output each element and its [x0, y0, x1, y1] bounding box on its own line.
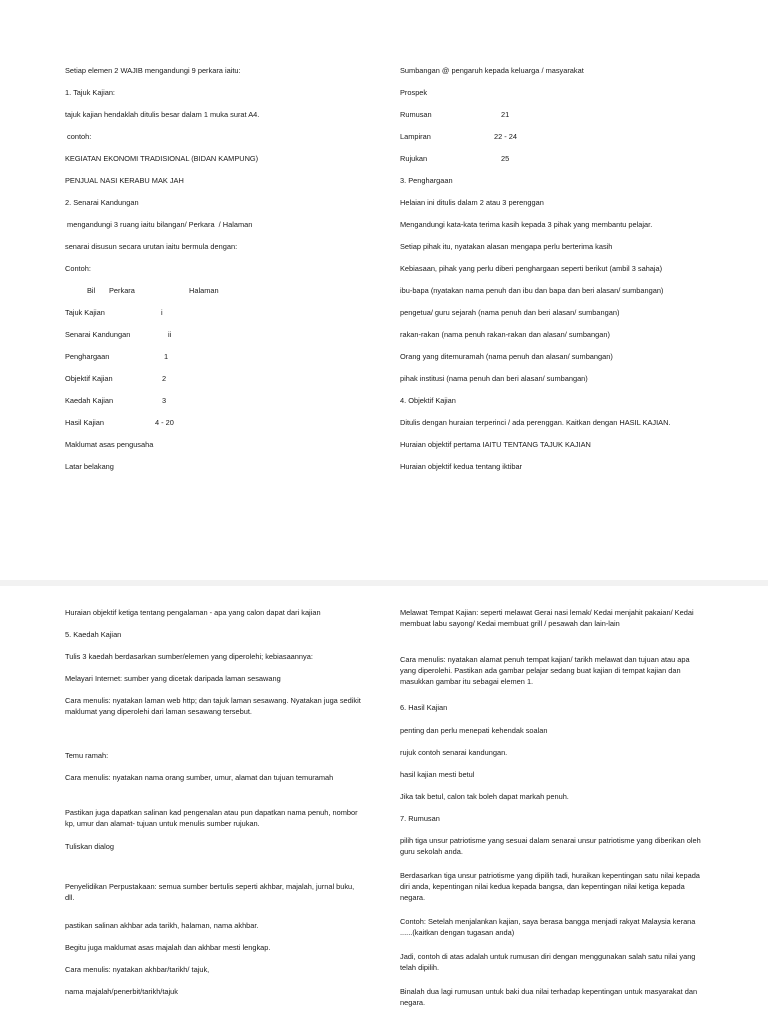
toc-row-perkara: Tajuk Kajian — [65, 308, 105, 317]
example-title-2: PENJUAL NASI KERABU MAK JAH — [65, 176, 184, 185]
rumusan-paragraph: Binalah dua lagi rumusan untuk baki dua nilai terhadap kepentingan untuk masyarakat dan negara. — [400, 987, 698, 1007]
objektif-line: Huraian objektif kedua tentang iktibar — [400, 462, 523, 471]
internet-cara-text: Cara menulis: nyatakan laman web http; dan tajuk laman sesawang. Nyatakan juga sedikit maklumat yang diperolehi dari laman sesawang tersebut. — [65, 696, 361, 716]
page-ref-value: 21 — [501, 110, 510, 119]
objektif-line: Huraian objektif pertama IAITU TENTANG TAJUK KAJIAN — [400, 440, 591, 449]
hasil-line: hasil kajian mesti betul — [400, 770, 475, 779]
pastikan-salinan-text: pastikan salinan akhbar ada tarikh, halaman, nama akhbar. — [65, 921, 259, 930]
toc-row-halaman: ii — [168, 330, 172, 339]
penghargaan-line: pengetua/ guru sejarah (nama penuh dan beri alasan/ sumbangan) — [400, 308, 620, 317]
rumusan-paragraph: Berdasarkan tiga unsur patriotisme yang dipilih tadi, huraikan kepentingan satu nilai kepada diri anda, kepentingan nilai kedua kepada bangsa, dan kepentingan nilai ketiga kepada negara. — [400, 871, 700, 902]
section-2-heading: 2. Senarai Kandungan — [65, 198, 139, 207]
toc-header-halaman: Halaman — [189, 286, 219, 295]
penghargaan-line: Mengandungi kata-kata terima kasih kepada 3 pihak yang membantu pelajar. — [400, 220, 653, 229]
perpustakaan-text: Penyelidikan Perpustakaan: semua sumber bertulis seperti akhbar, majalah, jurnal buku, dll. — [65, 882, 355, 902]
hasil-line: rujuk contoh senarai kandungan. — [400, 748, 508, 757]
tuliskan-dialog-text: Tuliskan dialog — [65, 842, 115, 851]
objektif-line: Ditulis dengan huraian terperinci / ada perenggan. Kaitkan dengan HASIL KAJIAN. — [400, 418, 671, 427]
section-1-text: tajuk kajian hendaklah ditulis besar dalam 1 muka surat A4. — [65, 110, 260, 119]
page-ref-row — [400, 131, 700, 142]
rumusan-paragraph: Contoh: Setelah menjalankan kajian, saya berasa bangga menjadi rakyat Malaysia kerana ......(kaitkan dengan tugasan anda) — [400, 917, 696, 937]
section-1-heading: 1. Tajuk Kajian: — [65, 88, 115, 97]
page-ref-row — [400, 153, 700, 164]
maklumat-asas: Maklumat asas pengusaha — [65, 440, 154, 449]
toc-row-perkara: Penghargaan — [65, 352, 110, 361]
toc-header-perkara: Perkara — [109, 286, 135, 295]
penghargaan-line: Kebiasaan, pihak yang perlu diberi penghargaan seperti berikut (ambil 3 sahaja) — [400, 264, 663, 273]
toc-row-perkara: Kaedah Kajian — [65, 396, 114, 405]
penghargaan-line: ibu-bapa (nyatakan nama penuh dan ibu dan bapa dan beri alasan/ sumbangan) — [400, 286, 664, 295]
hasil-line: Jika tak betul, calon tak boleh dapat markah penuh. — [400, 792, 569, 801]
melawat-cara-text: Cara menulis: nyatakan alamat penuh tempat kajian/ tarikh melawat dan tujuan atau apa yang diperolehi. Pastikan ada gambar pelajar sedang buat kajian di tempat kajian dan masukkan gambar itu sebagai elemen 1. — [400, 655, 690, 686]
temuramah-label: Temu ramah: — [65, 751, 109, 760]
toc-row — [65, 329, 365, 340]
penghargaan-line: rakan-rakan (nama penuh rakan-rakan dan alasan/ sumbangan) — [400, 330, 610, 339]
penghargaan-line: pihak institusi (nama penuh dan beri alasan/ sumbangan) — [400, 374, 588, 383]
section-5-intro: Tulis 3 kaedah berdasarkan sumber/elemen yang diperolehi; kebiasaannya: — [65, 652, 313, 661]
temuramah-cara-text: Cara menulis: nyatakan nama orang sumber, umur, alamat dan tujuan temuramah — [65, 773, 334, 782]
rumusan-paragraph: Jadi, contoh di atas adalah untuk rumusan diri dengan menggunakan salah satu nilai yang telah dipilih. — [400, 952, 696, 972]
cara-akhbar-text: Cara menulis: nyatakan akhbar/tarikh/ tajuk, — [65, 965, 210, 974]
page-ref-label: Rujukan — [400, 154, 428, 163]
hasil-line: penting dan perlu menepati kehendak soalan — [400, 726, 548, 735]
section-3-heading: 3. Penghargaan — [400, 176, 453, 185]
section-2-text-2: senarai disusun secara urutan iaitu bermula dengan: — [65, 242, 238, 251]
section-7-heading: 7. Rumusan — [400, 814, 440, 823]
toc-row-halaman: 3 — [162, 396, 167, 405]
section-6-heading: 6. Hasil Kajian — [400, 703, 448, 712]
page-ref-row — [400, 109, 700, 120]
sumbangan-text: Sumbangan @ pengaruh kepada keluarga / masyarakat — [400, 66, 584, 75]
temuramah-pastikan-text: Pastikan juga dapatkan salinan kad pengenalan atau pun dapatkan nama penuh, nombor kp, umur dan alamat- tujuan untuk menulis sumber rujukan. — [65, 808, 358, 828]
section-5-heading: 5. Kaedah Kajian — [65, 630, 122, 639]
begitu-juga-text: Begitu juga maklumat asas majalah dan akhbar mesti lengkap. — [65, 943, 271, 952]
internet-text: Melayari Internet: sumber yang dicetak daripada laman sesawang — [65, 674, 281, 683]
page-ref-label: Rumusan — [400, 110, 432, 119]
toc-row-halaman: i — [161, 308, 163, 317]
nama-majalah-text: nama majalah/penerbit/tarikh/tajuk — [65, 987, 178, 996]
toc-row — [65, 395, 365, 406]
contoh-label: Contoh: — [65, 264, 91, 273]
page-ref-label: Lampiran — [400, 132, 431, 141]
melawat-text: Melawat Tempat Kajian: seperti melawat Gerai nasi lemak/ Kedai menjahit pakaian/ Kedai membuat labu sayong/ Kedai membuat grill / pesawah dan lain-lain — [400, 608, 694, 628]
page-ref-value: 22 - 24 — [494, 132, 518, 141]
penghargaan-line: Helaian ini ditulis dalam 2 atau 3 perenggan — [400, 198, 544, 207]
section-4-heading: 4. Objektif Kajian — [400, 396, 456, 405]
rumusan-paragraph: pilih tiga unsur patriotisme yang sesuai dalam senarai unsur patriotisme yang diberikan oleh guru sekolah anda. — [400, 836, 701, 856]
toc-row-perkara: Senarai Kandungan — [65, 330, 131, 339]
toc-row-halaman: 4 - 20 — [155, 418, 174, 427]
penghargaan-line: Setiap pihak itu, nyatakan alasan mengapa perlu berterima kasih — [400, 242, 613, 251]
document-page-2 — [0, 586, 768, 1024]
latar-belakang: Latar belakang — [65, 462, 114, 471]
toc-row-perkara: Objektif Kajian — [65, 374, 113, 383]
example-label: contoh: — [65, 132, 92, 141]
objektif-3-text: Huraian objektif ketiga tentang pengalaman - apa yang calon dapat dari kajian — [65, 608, 321, 617]
section-2-text-1: mengandungi 3 ruang iaitu bilangan/ Perkara / Halaman — [65, 220, 253, 229]
intro-text: Setiap elemen 2 WAJIB mengandungi 9 perkara iaitu: — [65, 66, 241, 75]
toc-row-halaman: 2 — [162, 374, 167, 383]
toc-row-halaman: 1 — [164, 352, 169, 361]
example-title-1: KEGIATAN EKONOMI TRADISIONAL (BIDAN KAMPUNG) — [65, 154, 259, 163]
penghargaan-line: Orang yang ditemuramah (nama penuh dan alasan/ sumbangan) — [400, 352, 613, 361]
toc-row — [65, 351, 365, 362]
toc-row — [65, 373, 365, 384]
toc-row — [65, 417, 365, 428]
page-ref-value: 25 — [501, 154, 510, 163]
toc-header-bil: Bil — [87, 286, 96, 295]
toc-header-row — [65, 285, 365, 296]
prospek-text: Prospek — [400, 88, 428, 97]
toc-row — [65, 307, 365, 318]
toc-row-perkara: Hasil Kajian — [65, 418, 105, 427]
